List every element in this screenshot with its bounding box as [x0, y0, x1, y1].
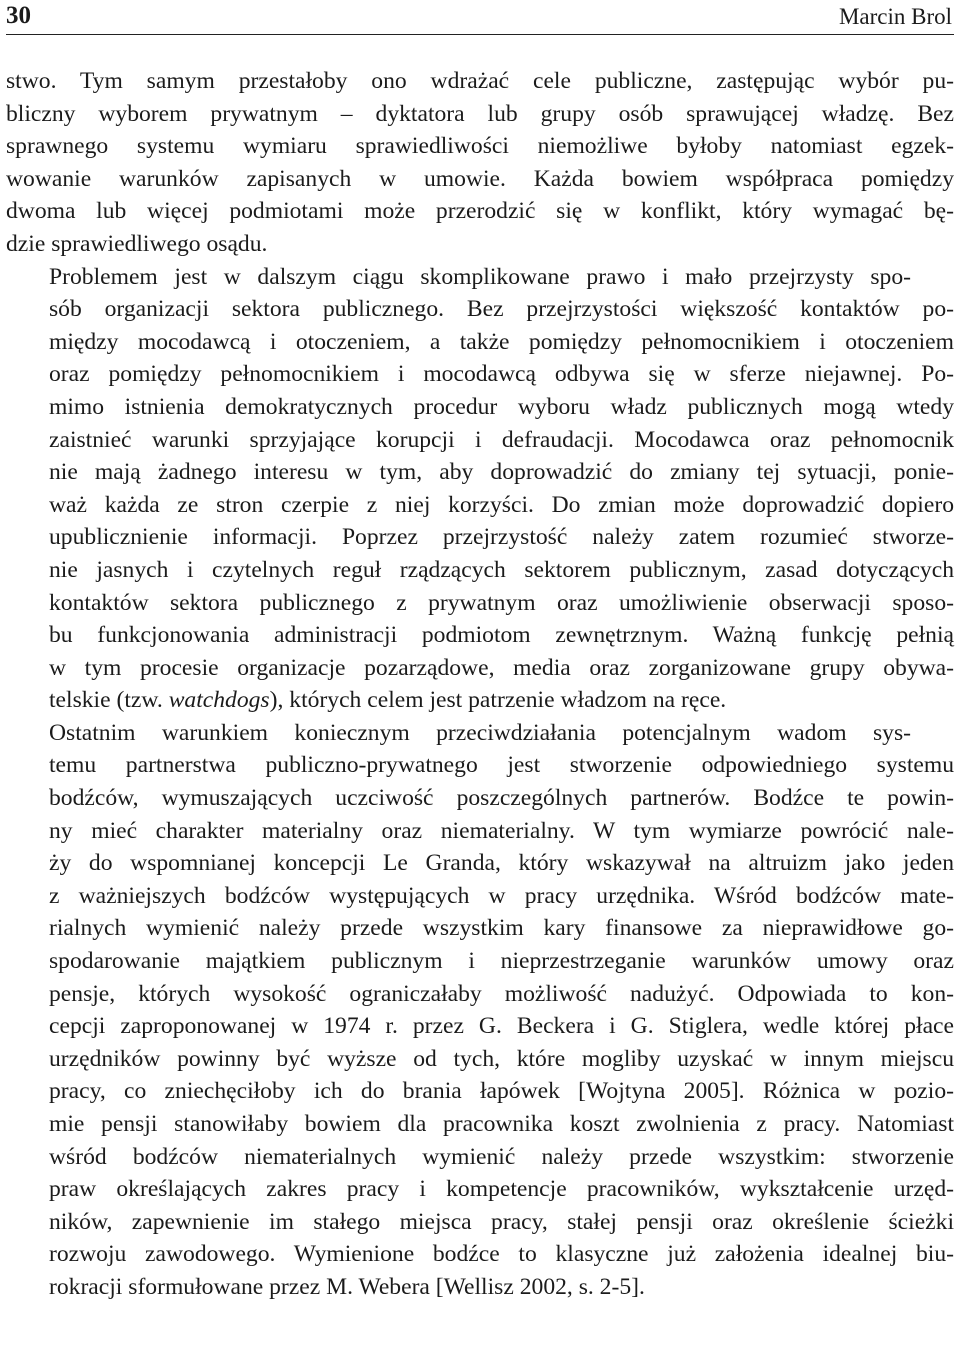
text-line: bliczny wyborem prywatnym – dyktatora lub grupy osób sprawującej władzę. Bez: [6, 100, 954, 127]
text-line: oraz pomiędzy pełnomocnikiem i mocodawcą odbywa się w sferze niejawnej. Po-: [49, 361, 954, 388]
text-line: sprawnego systemu wymiaru sprawiedliwości niemożliwe byłoby natomiast egzek-: [6, 133, 954, 160]
text-line: nie jasnych i czytelnych reguł rządzących sektorem publicznym, zasad dotyczących: [49, 556, 954, 583]
text-line: ników, zapewnienie im stałego miejsca pracy, stałej pensji oraz określenie ścieżki: [49, 1208, 954, 1235]
text-line: bu funkcjonowania administracji podmiotom zewnętrznym. Ważną funkcję pełnią: [49, 622, 954, 649]
text-line: rozwoju zawodowego. Wymienione bodźce to klasyczne już założenia idealnej biu-: [49, 1241, 954, 1268]
text-line: bodźców, wymuszających uczciwość poszczególnych partnerów. Bodźce te powin-: [49, 785, 954, 812]
text-line: stwo. Tym samym przestałoby ono wdrażać cele publiczne, zastępując wybór pu-: [6, 68, 954, 94]
text-line: waż każda ze stron czerpie z niej korzyści. Do zmian może doprowadzić dopiero: [49, 491, 954, 518]
watchdogs-term: watchdogs: [168, 687, 270, 714]
text-line: rokracji sformułowane przez M. Webera [Wellisz 2002, s. 2-5].: [49, 1273, 645, 1300]
text-line: ny mieć charakter materialny oraz niematerialny. W tym wymiarze powrócić nale-: [49, 817, 954, 844]
paragraph-2: [6, 261, 954, 717]
text-line: urzędników powinny być wyższe od tych, które mogliby uzyskać w innym miejscu: [49, 1045, 954, 1072]
text-line: ży do wspomnianej koncepcji Le Granda, który wskazywał na altruizm jako jeden: [49, 850, 954, 877]
text-line: dzie sprawiedliwego osądu.: [6, 230, 268, 257]
text-line: nie mają żadnego interesu w tym, aby doprowadzić do zmiany tej sytuacji, ponie-: [49, 459, 954, 486]
text-line: mimo istnienia demokratycznych procedur wyboru władz publicznych mogą wtedy: [49, 393, 954, 420]
text-line: rialnych wymienić należy przede wszystkim kary finansowe za nieprawidłowe go-: [49, 915, 954, 942]
text-line: cepcji zaproponowanej w 1974 r. przez G. Beckera i G. Stiglera, wedle której płace: [49, 1013, 954, 1040]
text-line: temu partnerstwa publiczno-prywatnego jest stworzenie odpowiedniego systemu: [49, 752, 954, 779]
text-line: sób organizacji sektora publicznego. Bez przejrzystości większość kontaktów po-: [49, 296, 954, 323]
running-header: [6, 0, 954, 35]
text-line: mie pensji stanowiłaby bowiem dla pracownika koszt zwolnienia z pracy. Natomiast: [49, 1111, 954, 1137]
text-line: dwoma lub więcej podmiotami może przerodzić się w konflikt, który wymagać bę-: [6, 198, 954, 225]
running-head-author: Marcin Brol: [838, 4, 952, 29]
body-text: [6, 65, 954, 1304]
text-line: Problemem jest w dalszym ciągu skomplikowane prawo i mało przejrzysty spo-: [49, 263, 911, 290]
text-line: Ostatnim warunkiem koniecznym przeciwdziałania potencjalnym wadom sys-: [49, 719, 911, 746]
text-line: zaistnieć warunki sprzyjające korupcji i defraudacji. Mocodawca oraz pełnomocnik: [49, 426, 954, 453]
text-line: pensje, których wysokość ograniczałaby możliwość nadużyć. Odpowiada to kon-: [49, 980, 954, 1007]
text-line-with-emphasis: [6, 684, 954, 717]
text-line: pracy, co zniechęciłoby ich do brania łapówek [Wojtyna 2005]. Różnica w pozio-: [49, 1078, 954, 1105]
text-line: w tym procesie organizacje pozarządowe, media oraz zorganizowane grupy obywa-: [49, 654, 954, 681]
paragraph-1: [6, 65, 954, 261]
text-line: wowanie warunków zapisanych w umowie. Każda bowiem współpraca pomiędzy: [6, 165, 954, 192]
text-line: kontaktów sektora publicznego z prywatnym oraz umożliwienie obserwacji sposo-: [49, 589, 954, 616]
line-text-after: ), których celem jest patrzenie władzom na ręce.: [269, 687, 727, 714]
text-line: upublicznienie informacji. Poprzez przejrzystość należy zatem rozumieć stworze-: [49, 524, 954, 551]
line-text-before: telskie (tzw.: [49, 687, 169, 714]
paragraph-3: [6, 717, 954, 1304]
text-line: spodarowanie majątkiem publicznym i nieprzestrzeganie warunków umowy oraz: [49, 948, 954, 975]
text-line: wśród bodźców niematerialnych wymienić należy przede wszystkim: stworzenie: [49, 1143, 954, 1170]
text-line: z ważniejszych bodźców występujących w pracy urzędnika. Wśród bodźców mate-: [49, 882, 954, 909]
text-line: między mocodawcą i otoczeniem, a także pomiędzy pełnomocnikiem i otoczeniem: [49, 328, 954, 355]
text-line: praw określających zakres pracy i kompetencje pracowników, wykształcenie urzęd-: [49, 1176, 954, 1203]
page-number: 30: [6, 2, 31, 29]
